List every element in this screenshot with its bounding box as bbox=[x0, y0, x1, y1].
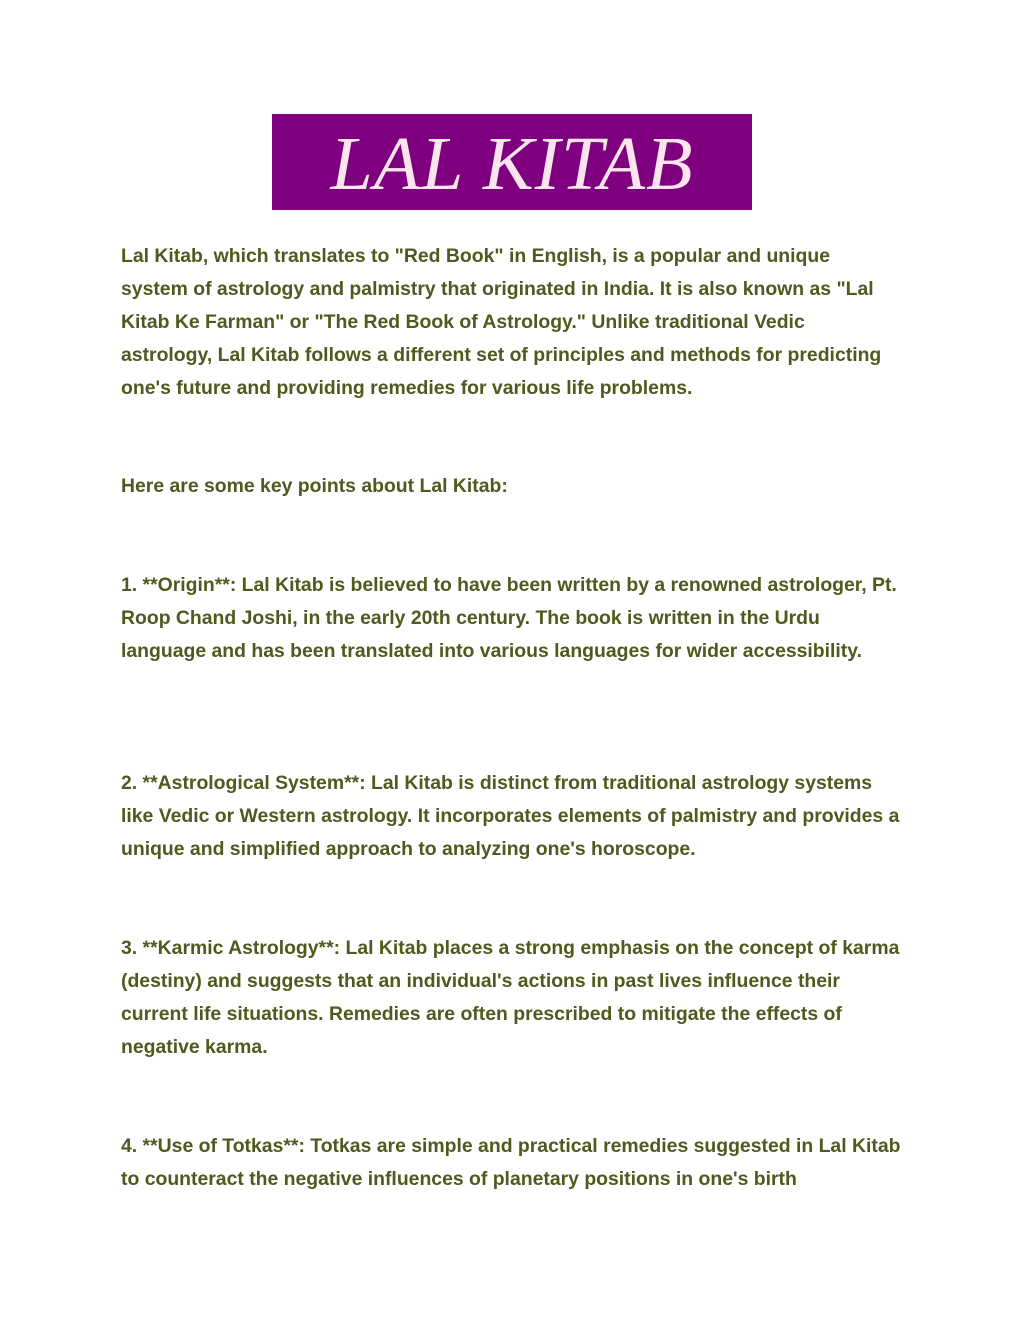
title-banner bbox=[272, 114, 752, 210]
document-title: LAL KITAB bbox=[330, 122, 694, 206]
key-points-heading: Here are some key points about Lal Kitab: bbox=[121, 475, 508, 497]
intro-paragraph: Lal Kitab, which translates to "Red Book" in English, is a popular and unique system of astrology and palmistry that originated in India. It is also known as "Lal Kitab Ke Farman" or "The Red Book of Astrology." Unlike traditional Vedic astrology, Lal Kitab follows a different set of principles and methods for predicting one's future and providing remedies for various life problems. bbox=[121, 245, 882, 399]
point-origin: 1. **Origin**: Lal Kitab is believed to have been written by a renowned astrologer, Pt. Roop Chand Joshi, in the early 20th century. The book is written in the Urdu language and has been translated into various languages for wider accessibility. bbox=[121, 574, 897, 662]
point-astrological-system: 2. **Astrological System**: Lal Kitab is distinct from traditional astrology systems like Vedic or Western astrology. It incorporates elements of palmistry and provides a unique and simplified approach to analyzing one's horoscope. bbox=[121, 772, 900, 860]
point-karmic-astrology: 3. **Karmic Astrology**: Lal Kitab places a strong emphasis on the concept of karma (destiny) and suggests that an individual's actions in past lives influence their current life situations. Remedies are often prescribed to mitigate the effects of negative karma. bbox=[121, 937, 900, 1058]
point-use-of-totkas: 4. **Use of Totkas**: Totkas are simple and practical remedies suggested in Lal Kitab to counteract the negative influences of planetary positions in one's birth bbox=[121, 1135, 901, 1190]
